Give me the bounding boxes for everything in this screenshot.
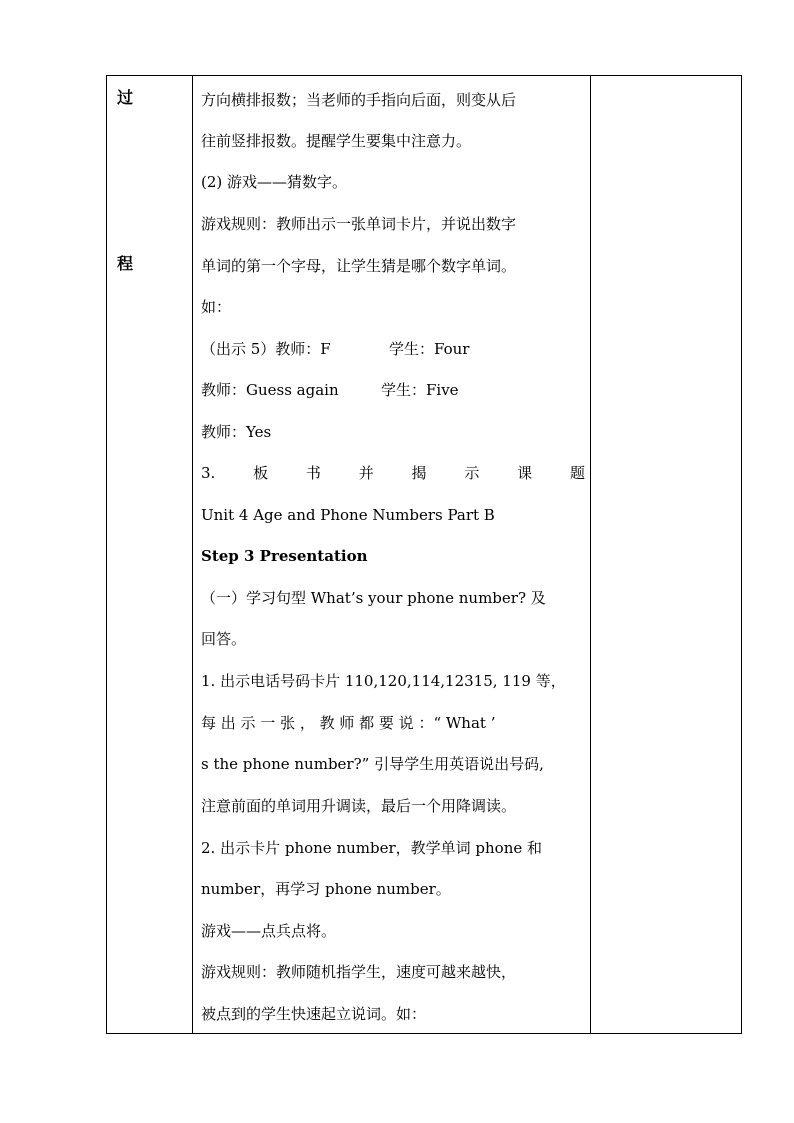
text-line: number，再学习 phone number。 — [201, 880, 451, 898]
dialog-student: 学生：Five — [381, 381, 459, 399]
spread-char: 题 — [569, 464, 585, 482]
text-line: 方向横排报数；当老师的手指向后面，则变从后 — [201, 91, 517, 109]
board-title-line — [201, 463, 585, 483]
text-line: 如： — [201, 298, 232, 316]
text-line: s the phone number?” 引导学生用英语说出号码, — [201, 755, 544, 773]
text-line: 游戏规则：教师随机指学生，速度可越来越快， — [201, 963, 517, 981]
text-line: 游戏规则：教师出示一张单词卡片，并说出数字 — [201, 215, 517, 233]
spread-char: 3. — [201, 464, 216, 482]
text-line: 往前竖排报数。提醒学生要集中注意力。 — [201, 132, 472, 150]
spread-char: 板 — [253, 464, 269, 482]
unit-title: Unit 4 Age and Phone Numbers Part B — [201, 506, 495, 524]
lesson-plan-table — [106, 75, 742, 1034]
text-line: 2. 出示卡片 phone number，教学单词 phone 和 — [201, 839, 543, 857]
section-label-cell — [107, 76, 193, 1034]
text-line: 回答。 — [201, 630, 247, 648]
section-label-char: 程 — [117, 254, 134, 273]
dialog-teacher: 教师：Guess again — [201, 381, 339, 399]
text-line: 游戏——点兵点将。 — [201, 922, 337, 940]
text-line: 每 出 示 一 张 ， 教 师 都 要 说 ：“ What ’ — [201, 714, 496, 732]
dialog-student: 学生：Four — [389, 340, 470, 358]
dialog-line — [201, 380, 585, 400]
dialog-teacher: （出示 5）教师：F — [201, 340, 331, 358]
section-label-char: 过 — [117, 88, 134, 107]
text-line: 被点到的学生快速起立说词。如： — [201, 1005, 427, 1023]
table-row — [107, 76, 742, 1034]
spread-char: 并 — [358, 464, 374, 482]
step-heading: Step 3 Presentation — [201, 547, 368, 565]
text-line: （一）学习句型 What’s your phone number? 及 — [201, 589, 546, 607]
spread-char: 示 — [464, 464, 480, 482]
text-line: (2) 游戏——猜数字。 — [201, 173, 348, 191]
spread-char: 揭 — [411, 464, 427, 482]
text-line: 1. 出示电话号码卡片 110,120,114,12315, 119 等， — [201, 672, 566, 690]
spread-char: 课 — [517, 464, 533, 482]
procedure-content-cell — [193, 76, 591, 1034]
text-line: 注意前面的单词用升调读，最后一个用降调读。 — [201, 797, 517, 815]
text-line: 单词的第一个字母，让学生猜是哪个数字单词。 — [201, 257, 517, 275]
spread-char: 书 — [305, 464, 321, 482]
dialog-line: 教师：Yes — [201, 423, 272, 441]
notes-cell — [591, 76, 742, 1034]
dialog-line — [201, 339, 585, 359]
